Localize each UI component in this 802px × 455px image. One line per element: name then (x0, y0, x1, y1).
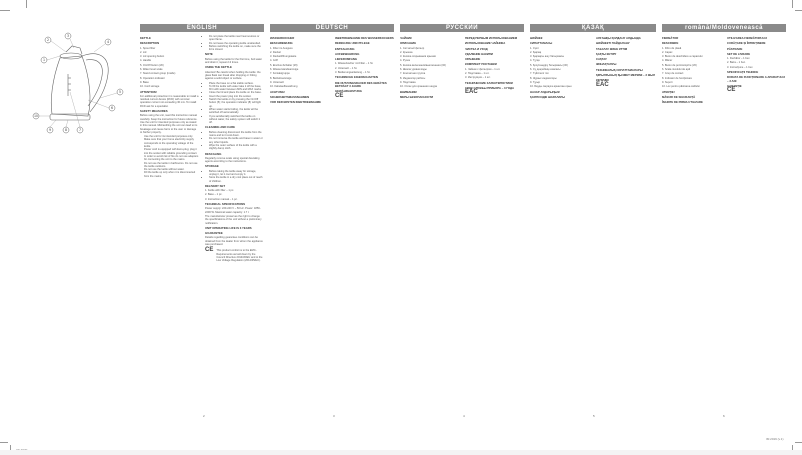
bullet: • Store the kettle in a dry cool place out of reach of children. (209, 176, 264, 183)
delivery-item: 1. Wasserkocher mit Filter – 1 St. (335, 62, 374, 66)
delivery-item: 1. Чайник с фильтром – 1 шт. (465, 67, 501, 71)
bullet: • If you accidentally switched the kettle on without water, the safety system will switch it off. (209, 115, 264, 125)
bullet: • Before switching the kettle on, make sure the lid is closed. (209, 45, 264, 52)
bullet: • To fill the kettle with water take it off the base, fill it with water between MIN and MAX marks. (209, 85, 264, 92)
page-number: 3 (333, 414, 335, 418)
section-heading: LIEFERUMFANG (335, 57, 358, 62)
section-heading: ВНИМАНИЕ! (400, 89, 418, 94)
bullet: • Before cleaning disconnect the kettle from the mains and let it cool down. (209, 131, 264, 138)
section-heading: ТЕХНИКАЛЫҚ СИПАТТАМАЛАРЫ (596, 67, 643, 72)
description-item: 10. Loc pentru păstrarea cablului (662, 85, 700, 89)
bullet: • Power cord is equipped with Euro-plug; plug it into the socket with reliable grounding contact. (144, 148, 199, 155)
eac-mark-icon: EAC (596, 81, 609, 88)
description-item: 4. Ручка (400, 59, 410, 63)
section-heading: ЧАЙНИК (400, 36, 412, 40)
description-item: 2. Крышка (400, 50, 413, 54)
crop-mark (792, 0, 793, 8)
section-heading: GEWÄHRLEISTUNG (335, 89, 362, 94)
section-heading: КОМПЛЕКТ ПОСТАВКИ (465, 62, 497, 67)
section-heading: NOTE (205, 52, 213, 57)
russian-left (400, 35, 459, 100)
bullet: • Do not place the kettle near heat sources or open flame. (209, 35, 264, 42)
column-kazakh (530, 24, 656, 419)
bullet: • Do not use the kettle in bathrooms. Do not use the kettle outdoors. (144, 162, 199, 169)
section-heading: DIE NUTZUNGSDAUER DES GERÄTES BETRÄGT 3 JAHRE (335, 80, 387, 88)
description-item: 9. Тұғыр (530, 80, 541, 84)
deutsch-left (270, 35, 329, 105)
section-heading: CLEANING AND CARE (205, 125, 236, 130)
section-heading: ENTKALKUNG (335, 46, 355, 51)
description-item: 10. Отсек для хранения шнура (400, 85, 437, 89)
description-item: 6. Scala nivelului de apă (662, 68, 691, 72)
description-item: 5. Buton de pornire/oprire (I/0) (662, 63, 697, 67)
description-item: 7. Stand contact group (inside) (140, 72, 176, 76)
description-item: 3. Deckelöffnungstaste (270, 55, 297, 59)
description-item: 2. Deckel (270, 50, 281, 54)
description-item: 4. Тұтқа (530, 59, 540, 63)
description-item: 10. Cord storage (140, 85, 160, 89)
section-heading: SICHERHEITSMASSNAHMEN (270, 94, 310, 99)
description-item: 7. Контактная группа (400, 72, 426, 76)
svg-text:4: 4 (106, 40, 110, 45)
section-heading: USING THE KETTLE (205, 65, 232, 70)
section-heading: ACHTUNG! (270, 89, 285, 94)
romanian-left (662, 35, 721, 105)
description-item: 7. Grup de contact (662, 72, 684, 76)
ce-mark-icon: CE (335, 92, 344, 99)
section-heading: САҚТАУ (596, 57, 607, 62)
page-number: 4 (463, 414, 465, 418)
section-heading: WASSERKOCHER (270, 36, 295, 40)
section-heading: КЕПІЛДІК (596, 78, 609, 83)
paragraph: Regularly remove scale using special descaling agents according to the instructions. (205, 156, 260, 164)
description-item: 6. Су деңгейінің шкаласы (530, 68, 561, 72)
description-item: 1. Сетчатый фильтр (400, 46, 425, 50)
section-heading: STORAGE (205, 164, 219, 169)
delivery-item: 1. Kettle with filter – 1 pc. (205, 189, 234, 193)
description-item: 7. Түйіспелі топ (530, 72, 549, 76)
description-item: 1. Filter im Ausguss (270, 46, 293, 50)
section-heading: СИПАТТАМАСЫ (530, 41, 553, 46)
page-bottom-edge (0, 450, 802, 455)
delivery-item: 3. Instruction manual – 1 pc. (205, 197, 238, 201)
description-item: 1. Сүзгі (530, 46, 539, 50)
delivery-item: 3. Bedienungsanleitung – 1 St. (335, 71, 371, 75)
section-heading: ШӘЙНЕКТІ ПАЙДАЛАНУ (596, 41, 630, 46)
bullet: • Wipe the outer surface of the kettle with a slightly damp cloth. (209, 144, 264, 151)
description-item: 6. Шкала уровня воды (400, 68, 427, 72)
paragraph: For additional protection it is reasonable to install a residual current device (RCD) with nominal operation current not exceeding 30 mA. To install RCD ask for a specialist. (140, 94, 199, 108)
ce-statement: This product conforms to the EMC-Requirements as laid down by the Council Directive 2014/30/EU and to the Low Voltage Regulation (2014/35/EU). (216, 249, 263, 263)
section-heading: TECHNISCHE EIGENSCHAFTEN (335, 75, 378, 80)
section-heading: ХРАНЕНИЕ (465, 57, 481, 62)
ce-mark-icon: CE (727, 87, 736, 94)
bullet: • Make sure that your home electricity supply corresponds to the operating voltage of the kettle. (144, 138, 199, 148)
column-header-romanian: română/Moldovenească (662, 24, 786, 32)
crop-mark (795, 442, 802, 443)
delivery-item: 2. Baza – 1 buc. (727, 61, 746, 65)
deutsch-right (335, 35, 394, 105)
paragraph: Before using the kettle for the first time, boil water and drain it; repeat 2-3 times. (205, 57, 262, 65)
section-heading: DELIVERY SET (205, 183, 226, 188)
crop-mark (0, 442, 8, 443)
section-heading: ИСПОЛЬЗОВАНИЕ ЧАЙНИКА (465, 41, 506, 46)
section-heading: ЖИНАҚТАЛУЫ (596, 62, 617, 67)
description-item: 3. Кнопка открывания крышки (400, 55, 436, 59)
svg-text:10: 10 (33, 114, 39, 119)
section-heading: НАЗАР АУДАРЫҢЫЗ! (530, 89, 561, 94)
description-item: 2. Lid (140, 50, 147, 54)
svg-text:5: 5 (118, 90, 122, 95)
section-heading: DURATA DE FUNCŢIONARE A APARATULUI – 3 ANI (727, 75, 786, 83)
paragraph: Details regarding guarantee conditions can be obtained from the dealer from whom the appliance was purchased. (205, 236, 263, 247)
section-heading: ÎNAINTE DE PRIMA UTILIZARE (662, 100, 703, 105)
paragraph: The manufacturer preserves the right to change the specifications of the unit without a preliminary notification. (205, 214, 262, 225)
description-item: 2. Қақпақ (530, 50, 541, 54)
description-item: 2. Capac (662, 50, 673, 54)
section-heading: SAFETY MEASURES (140, 109, 168, 114)
section-heading: ОПИСАНИЕ (400, 41, 417, 46)
description-item: 5. Қосу/сөндіру батырмасы (I/0) (530, 63, 568, 67)
section-heading: ATENŢIE! (662, 89, 675, 94)
section-heading: ЧИСТКА И УХОД (465, 46, 488, 51)
svg-text:2: 2 (46, 38, 50, 43)
section-heading: MĂSURI DE SIGURANŢĂ (662, 94, 696, 99)
kettle-diagram (28, 30, 124, 140)
crop-mark (795, 10, 802, 11)
column-header-russian: РУССКИЙ (400, 24, 524, 32)
description-item: 8. Индикатор работы (400, 76, 426, 80)
bullet: • Fill the kettle up only when it is disconnected from the mains. (144, 171, 199, 178)
column-header-kazakh: ҚАЗАҚ (530, 24, 656, 32)
section-heading: ҚАҚТЫ КЕТІРУ (596, 51, 617, 56)
delivery-item: 2. Base – 1 pc. (205, 193, 223, 197)
description-item: 3. Lid opening button (140, 55, 165, 59)
description-item: 4. Griff (270, 59, 278, 63)
crop-mark (26, 0, 27, 8)
paragraph: Attention! Be careful when holding the kettle: the glass flask can break after dropping or hitting against a solid object or surface. (205, 70, 261, 81)
column-russian (400, 24, 524, 419)
section-heading: МЕРЫ БЕЗОПАСНОСТИ (400, 94, 434, 99)
section-heading: DESCRIPTION (140, 41, 160, 46)
russian-right (465, 35, 524, 100)
description-item: 9. Suport (662, 80, 673, 84)
description-item: 1. Spout filter (140, 46, 156, 50)
bullet: • Use the unit for its intended purposes only. (144, 135, 199, 138)
bullet: • Before taking the kettle away for storage, unplug it, let it cool and empty it. (209, 170, 264, 177)
section-heading: PĂSTRARE (727, 46, 743, 51)
section-heading: AUFBEWAHRUNG (335, 51, 360, 56)
delivery-item: 2. Untersatz – 1 St. (335, 66, 358, 70)
description-item: 3. Buton de deschidere a capacului (662, 55, 703, 59)
description-item: 9. Untersatz (270, 80, 284, 84)
description-item: 4. Handle (140, 59, 152, 63)
svg-text:9: 9 (48, 128, 52, 133)
ce-mark-icon: CE (205, 247, 214, 254)
svg-text:1: 1 (42, 58, 46, 63)
description-item: 8. Indicator de funcţionare (662, 76, 692, 80)
bullet: • Close the lid and place the kettle on the base. (209, 91, 264, 94)
description-item: 9. Base (140, 80, 149, 84)
section-heading: ҚАУІПСІЗДІК ШАРАЛАРЫ (530, 94, 566, 99)
page-number: 6 (723, 414, 725, 418)
english-left (140, 35, 199, 264)
romanian-right (727, 35, 786, 105)
svg-text:8: 8 (64, 128, 68, 133)
section-heading: УДАЛЕНИЕ НАКИПИ (465, 51, 493, 56)
description-item: 8. Betriebsanzeige (270, 76, 292, 80)
section-heading: ATTENTION! (140, 89, 157, 94)
section-heading: KETTLE (140, 36, 151, 40)
bullet: • Do not immerse the kettle and base in water or any other liquids. (209, 137, 264, 144)
description-item: 8. Жұмыс индикаторы (530, 76, 557, 80)
kazakh-left (530, 35, 590, 100)
paragraph: Power supply: 220-240 V ~ 50 Hz. Power: 1850-2200 W. Maximal water capacity: 1.7 l. (205, 207, 261, 214)
description-item: 7. Kontaktgruppe (270, 72, 290, 76)
delivery-item: 3. Instrucţiune – 1 buc. (727, 65, 754, 69)
section-heading: DESCALING (205, 151, 222, 156)
delivery-item: 1. Fierbător – 1 buc. (727, 57, 751, 61)
description-item: 1. Filtru de plasă (662, 46, 682, 50)
svg-text:7: 7 (78, 128, 82, 133)
description-item: 5. Кнопка включения/выключения (I/0) (400, 63, 446, 67)
page-number: 2 (203, 414, 205, 418)
description-item: 6. Water level scale (140, 68, 163, 72)
section-heading: TECHNICAL SPECIFICATIONS (205, 202, 246, 207)
section-heading: INBETRIEBNAHME DES WASSERKOCHERS (335, 36, 394, 40)
section-heading: SPECIFICAŢII TEHNICE (727, 70, 759, 75)
crop-mark (0, 10, 10, 11)
section-heading: DESCRIERE (662, 41, 679, 46)
column-english (140, 24, 264, 419)
bullet: • Switch the kettle on by pressing the On/Off button (5); the operation indicator (8) will light up. (209, 98, 264, 108)
section-heading: GARANŢIE (727, 83, 742, 88)
section-heading: REINIGUNG UND PFLEGE (335, 41, 370, 46)
description-item: 10. Бауды сақтауға арналған орын (530, 85, 572, 89)
section-heading: UTILIZAREA FIERBĂTORULUI (727, 36, 768, 40)
section-heading: ТАЗАЛАУ ЖӘНЕ КҮТІМ (596, 46, 628, 51)
paragraph: Before using the unit, read this instruction manual carefully. Keep the instruction for future reference. Use the unit for intended purposes only as stated in this manual. Mishandling the unit can lead to its breakage and cause harm to the user or damage to his/her property. (140, 114, 198, 134)
description-item: 9. Подставка (400, 80, 416, 84)
svg-text:3: 3 (66, 34, 70, 39)
section-heading: ҚҰРЫЛҒЫНЫҢ ҚЫЗМЕТ МЕРЗІМІ – 3 ЖЫЛ (596, 73, 655, 78)
bullet: • When water starts boiling, the kettle will be switched off automatically. (209, 108, 264, 115)
description-item: 5. On/Off button (I/0) (140, 63, 164, 67)
description-item: 8. Operation indicator (140, 76, 165, 80)
section-heading: ПЕРЕД ПЕРВЫМ ИСПОЛЬЗОВАНИЕМ (465, 36, 518, 40)
bullet: • Insert the power plug into the socket. (209, 95, 264, 98)
bullet: • Do not leave the operating kettle unattended. (209, 42, 264, 45)
kazakh-right (596, 35, 656, 100)
page-number: 5 (593, 414, 595, 418)
section-heading: VOR DER ERSTEN INBETRIEBNAHME (270, 100, 321, 105)
bullet: • In order to avoid risk of fire do not use adapters for connecting the unit to the mains. (144, 155, 199, 162)
column-header-english: ENGLISH (140, 24, 264, 32)
svg-text:6: 6 (110, 106, 114, 111)
description-item: 4. Mâner (662, 59, 673, 63)
section-heading: SET DE LIVRARE (727, 51, 751, 56)
description-item: 10. Kabelaufbewahrung (270, 85, 298, 89)
delivery-item: 2. Подставка – 1 шт. (465, 72, 490, 76)
section-heading: АЛҒАШҚЫ ҚОЛДАНУ АЛДЫНДА (596, 36, 641, 40)
section-heading: BESCHREIBUNG (270, 41, 293, 46)
bullet: • Do not use the kettle without water. (144, 168, 199, 171)
section-heading: СРОК СЛУЖБЫ ПРИБОРА – 3 ГОДА (465, 85, 515, 90)
column-header-deutsch: DEUTSCH (270, 24, 394, 32)
section-heading: ШӘЙНЕК (530, 36, 543, 40)
right-footer-code: IM 2019 (v.1) (766, 437, 784, 441)
section-heading: GUARANTEE (205, 231, 223, 236)
description-item: 6. Wasserstandsanzeige (270, 68, 299, 72)
section-heading: CURĂŢARE ŞI ÎNTREŢINERE (727, 41, 766, 46)
section-heading: UNIT OPERATING LIFE IS 3 YEARS (205, 225, 252, 230)
column-deutsch (270, 24, 394, 419)
bullet: • Place the base on a flat stable surface. (209, 82, 264, 85)
section-heading: ТЕХНИЧЕСКИЕ ХАРАКТЕРИСТИКИ (465, 80, 513, 85)
description-item: 5. Ein/Aus-Schalter (I/0) (270, 63, 298, 67)
english-right (205, 35, 264, 264)
column-romanian (662, 24, 786, 419)
delivery-item: 3. Инструкция – 1 шт. (465, 76, 491, 80)
description-item: 3. Қақпақты ашу батырмасы (530, 55, 564, 59)
eac-mark-icon: EAC (465, 89, 478, 96)
section-heading: FIERBĂTOR (662, 36, 679, 40)
